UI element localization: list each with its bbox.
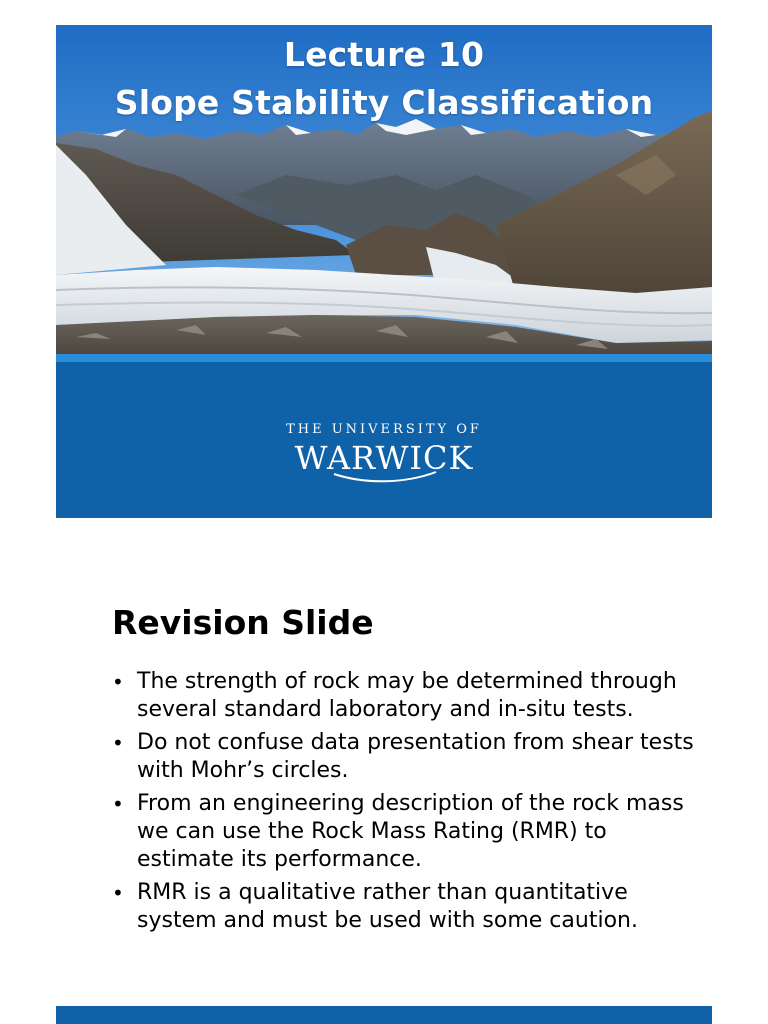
bullet-text: The strength of rock may be determined through several standard laboratory and in-situ tests. (137, 669, 677, 722)
logo-line-1: THE UNIVERSITY OF (286, 422, 482, 437)
bullet-icon: • (112, 670, 124, 694)
slide1-title (56, 31, 712, 127)
bullet-icon: • (112, 792, 124, 816)
divider-stripe (56, 354, 712, 362)
university-logo (56, 422, 712, 484)
list-item (112, 879, 702, 935)
logo-line-2: WARWICK (294, 439, 474, 477)
bullet-text: RMR is a qualitative rather than quantitative system and must be used with some caution. (137, 880, 638, 933)
list-item (112, 729, 702, 785)
blue-band (56, 362, 712, 518)
bullet-text: Do not confuse data presentation from shear tests with Mohr’s circles. (137, 730, 694, 783)
bullet-icon: • (112, 881, 124, 905)
list-item (112, 668, 702, 724)
title-line-1: Lecture 10 (283, 35, 485, 74)
bullet-list (112, 668, 702, 940)
bullet-icon: • (112, 731, 124, 755)
mountain-photo (56, 25, 712, 358)
revision-slide-title: Revision Slide (112, 603, 374, 642)
slide2-footer-band (56, 1006, 712, 1024)
list-item (112, 790, 702, 874)
title-line-2: Slope Stability Classification (114, 83, 654, 122)
bullet-text: From an engineering description of the rock mass we can use the Rock Mass Rating (RMR) to estimate its performance. (137, 791, 684, 872)
title-slide (56, 25, 712, 518)
